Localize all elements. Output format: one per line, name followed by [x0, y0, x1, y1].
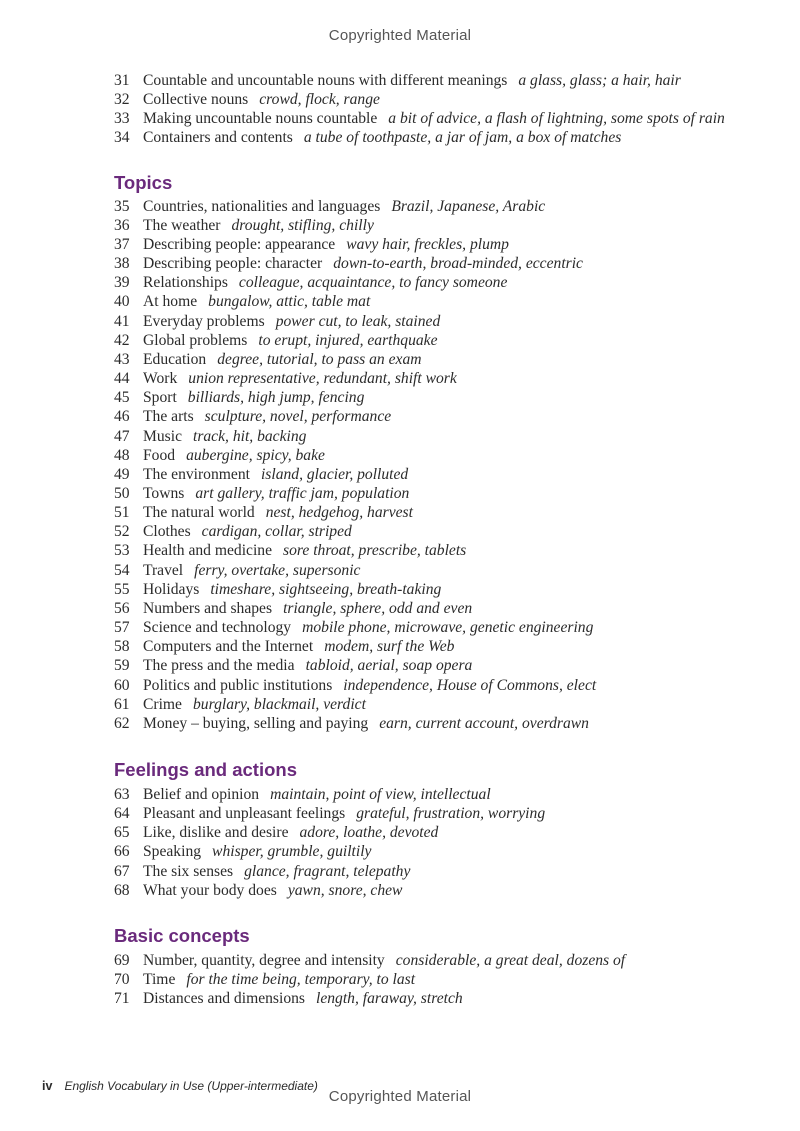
entry-number: 47	[114, 427, 130, 445]
entry-number: 71	[114, 990, 130, 1008]
entry-examples: whisper, grumble, guiltily	[212, 843, 372, 861]
entry-title: Holidays	[143, 580, 200, 598]
section-heading-feelings-and-actions: Feelings and actions	[114, 759, 297, 780]
entry-examples: timeshare, sightseeing, breath-taking	[210, 580, 442, 598]
entry-title: The natural world	[143, 504, 255, 522]
toc-entry	[114, 484, 764, 503]
entry-title: Describing people: character	[143, 255, 323, 273]
entry-title: Health and medicine	[143, 542, 273, 560]
toc-entry	[114, 823, 764, 842]
toc-entry	[114, 637, 764, 656]
entry-examples: to erupt, injured, earthquake	[258, 331, 438, 349]
entry-number: 69	[114, 951, 130, 969]
entry-title: The press and the media	[143, 657, 295, 675]
toc-entry	[114, 989, 764, 1008]
toc-entry	[114, 580, 764, 599]
entry-number: 54	[114, 561, 130, 579]
toc-entry	[114, 676, 764, 695]
entry-examples: down-to-earth, broad-minded, eccentric	[333, 255, 583, 273]
entry-title: At home	[143, 293, 198, 311]
toc-entry	[114, 312, 764, 331]
entry-title: Distances and dimensions	[143, 990, 305, 1008]
entry-title: The arts	[143, 408, 194, 426]
toc-entry	[114, 618, 764, 637]
entry-title: The environment	[143, 465, 250, 483]
entry-number: 41	[114, 312, 130, 330]
entry-examples: grateful, frustration, worrying	[356, 805, 546, 823]
entry-examples: for the time being, temporary, to last	[186, 971, 416, 989]
entry-number: 36	[114, 216, 130, 234]
entry-number: 63	[114, 786, 130, 803]
entry-title: Collective nouns	[143, 91, 249, 109]
entry-number: 59	[114, 657, 130, 675]
entry-examples: mobile phone, microwave, genetic engineering	[302, 619, 594, 637]
toc-entry	[114, 197, 764, 216]
entry-examples: island, glacier, polluted	[260, 465, 409, 483]
entry-examples: bungalow, attic, table mat	[208, 293, 371, 311]
page-number: iv	[42, 1079, 53, 1093]
entry-title: What your body does	[143, 881, 277, 899]
section-topics	[114, 172, 764, 733]
entry-title: Speaking	[143, 843, 202, 861]
entry-title: Science and technology	[143, 619, 292, 637]
entry-title: Countries, nationalities and languages	[143, 197, 381, 215]
entry-title: Global problems	[143, 331, 248, 349]
entry-number: 46	[114, 408, 130, 426]
section-feelings-and-actions	[114, 759, 764, 900]
entry-number: 40	[114, 293, 130, 311]
entry-number: 37	[114, 235, 130, 253]
entry-examples: a glass, glass; a hair, hair	[518, 72, 681, 89]
toc-entry	[114, 541, 764, 560]
table-of-contents	[114, 71, 764, 1008]
entry-examples: aubergine, spicy, bake	[186, 446, 325, 464]
toc-entry	[114, 273, 764, 292]
entry-title: Work	[143, 370, 178, 388]
entry-number: 68	[114, 881, 130, 899]
entry-number: 45	[114, 389, 130, 407]
section-basic-concepts	[114, 925, 764, 1008]
toc-entry	[114, 951, 764, 970]
entry-examples: a tube of toothpaste, a jar of jam, a box of matches	[303, 129, 622, 147]
entry-title: Numbers and shapes	[143, 599, 273, 617]
toc-entry	[114, 254, 764, 273]
entry-title: Sport	[143, 389, 177, 407]
entry-title: Relationships	[143, 274, 228, 292]
toc-entry	[114, 561, 764, 580]
entry-examples: a bit of advice, a flash of lightning, some spots of rain	[388, 110, 725, 128]
toc-entry	[114, 235, 764, 254]
entry-number: 50	[114, 484, 130, 502]
entry-number: 65	[114, 824, 130, 842]
entry-examples: earn, current account, overdrawn	[379, 714, 589, 732]
entry-title: Crime	[143, 695, 182, 713]
entry-examples: wavy hair, freckles, plump	[346, 235, 509, 253]
entry-title: Like, dislike and desire	[143, 824, 289, 842]
entry-number: 31	[114, 72, 130, 89]
toc-entry	[114, 128, 764, 147]
entry-title: Belief and opinion	[143, 786, 260, 803]
toc-entry	[114, 90, 764, 109]
entry-title: The six senses	[143, 862, 234, 880]
entry-examples: cardigan, collar, striped	[201, 523, 352, 541]
copyright-watermark-top: Copyrighted Material	[328, 27, 472, 44]
toc-entry	[114, 785, 764, 804]
toc-entry	[114, 350, 764, 369]
entry-number: 33	[114, 110, 130, 128]
section-heading-topics: Topics	[114, 171, 173, 193]
entry-title: Making uncountable nouns countable	[143, 110, 378, 128]
entry-examples: length, faraway, stretch	[315, 990, 463, 1008]
toc-entry	[114, 970, 764, 989]
entry-number: 34	[114, 129, 130, 147]
entry-title: Time	[143, 971, 176, 989]
toc-entry	[114, 842, 764, 861]
entry-number: 66	[114, 843, 130, 861]
toc-entry	[114, 407, 764, 426]
entry-number: 39	[114, 274, 130, 292]
copyright-watermark-bottom: Copyrighted Material	[328, 1088, 472, 1105]
toc-entry	[114, 331, 764, 350]
toc-entry	[114, 522, 764, 541]
entry-number: 42	[114, 331, 130, 349]
entry-examples: sore throat, prescribe, tablets	[283, 542, 467, 560]
entry-title: Clothes	[143, 523, 191, 541]
entry-number: 38	[114, 255, 130, 273]
entry-number: 52	[114, 523, 130, 541]
toc-entry	[114, 503, 764, 522]
book-title: English Vocabulary in Use (Upper-intermediate)	[64, 1079, 318, 1093]
entry-examples: burglary, blackmail, verdict	[192, 695, 366, 713]
entry-title: Describing people: appearance	[143, 235, 336, 253]
entry-number: 43	[114, 350, 130, 368]
entry-number: 67	[114, 862, 130, 880]
toc-entry	[114, 292, 764, 311]
entry-examples: sculpture, novel, performance	[204, 408, 392, 426]
toc-entry	[114, 656, 764, 675]
toc-entry	[114, 465, 764, 484]
entry-examples: independence, House of Commons, elect	[343, 676, 597, 694]
entry-list-topics	[114, 197, 764, 733]
entry-examples: ferry, overtake, supersonic	[194, 561, 361, 579]
toc-entry	[114, 881, 764, 900]
entry-examples: degree, tutorial, to pass an exam	[217, 350, 422, 368]
entry-title: Countable and uncountable nouns with different meanings	[143, 72, 508, 89]
entry-title: Travel	[143, 561, 184, 579]
entry-title: Pleasant and unpleasant feelings	[143, 805, 346, 823]
entry-examples: triangle, sphere, odd and even	[283, 599, 473, 617]
toc-entry	[114, 369, 764, 388]
entry-number: 56	[114, 599, 130, 617]
entry-examples: considerable, a great deal, dozens of	[395, 951, 626, 969]
entry-examples: union representative, redundant, shift work	[188, 370, 457, 388]
section-heading-basic-concepts: Basic concepts	[114, 924, 250, 946]
entry-number: 70	[114, 971, 130, 989]
toc-entry	[114, 714, 764, 733]
entry-title: Number, quantity, degree and intensity	[143, 951, 385, 969]
entry-number: 49	[114, 465, 130, 483]
entry-examples: maintain, point of view, intellectual	[270, 786, 491, 803]
toc-entry	[114, 427, 764, 446]
toc-entry	[114, 109, 764, 128]
entry-number: 35	[114, 197, 130, 215]
toc-entry	[114, 388, 764, 407]
entry-number: 64	[114, 805, 130, 823]
entry-examples: billiards, high jump, fencing	[187, 389, 365, 407]
entry-examples: modem, surf the Web	[324, 638, 455, 656]
entry-examples: drought, stifling, chilly	[231, 216, 374, 234]
entry-title: Music	[143, 427, 182, 445]
entry-list-basic-concepts	[114, 951, 764, 1008]
entry-number: 53	[114, 542, 130, 560]
entry-number: 55	[114, 580, 130, 598]
entry-examples: power cut, to leak, stained	[275, 312, 441, 330]
entry-examples: adore, loathe, devoted	[299, 824, 439, 842]
entry-list-feelings-and-actions	[114, 785, 764, 900]
entry-number: 44	[114, 370, 130, 388]
entry-examples: glance, fragrant, telepathy	[244, 862, 411, 880]
entry-number: 48	[114, 446, 130, 464]
entry-number: 51	[114, 504, 130, 522]
toc-entry	[114, 804, 764, 823]
entry-examples: Brazil, Japanese, Arabic	[391, 197, 546, 215]
toc-entry	[114, 695, 764, 714]
entry-number: 60	[114, 676, 130, 694]
toc-entry	[114, 599, 764, 618]
toc-entry	[114, 446, 764, 465]
entry-title: Education	[143, 350, 207, 368]
entry-title: Containers and contents	[143, 129, 293, 147]
toc-entry	[114, 216, 764, 235]
entry-examples: crowd, flock, range	[259, 91, 380, 109]
entry-number: 57	[114, 619, 130, 637]
entry-title: Money – buying, selling and paying	[143, 714, 369, 732]
entry-examples: nest, hedgehog, harvest	[265, 504, 413, 522]
entry-title: Computers and the Internet	[143, 638, 314, 656]
entry-title: Food	[143, 446, 176, 464]
entry-title: Politics and public institutions	[143, 676, 333, 694]
entry-examples: tabloid, aerial, soap opera	[305, 657, 473, 675]
entry-number: 32	[114, 91, 130, 109]
entry-title: Towns	[143, 484, 185, 502]
entry-title: The weather	[143, 216, 221, 234]
entry-list-intro	[114, 71, 764, 148]
entry-number: 62	[114, 714, 130, 732]
toc-entry	[114, 862, 764, 881]
entry-number: 58	[114, 638, 130, 656]
entry-examples: track, hit, backing	[192, 427, 307, 445]
entry-title: Everyday problems	[143, 312, 265, 330]
entry-examples: yawn, snore, chew	[287, 881, 403, 899]
entry-examples: art gallery, traffic jam, population	[195, 484, 410, 502]
entry-number: 61	[114, 695, 130, 713]
toc-entry	[114, 71, 764, 90]
entry-examples: colleague, acquaintance, to fancy someone	[238, 274, 508, 292]
